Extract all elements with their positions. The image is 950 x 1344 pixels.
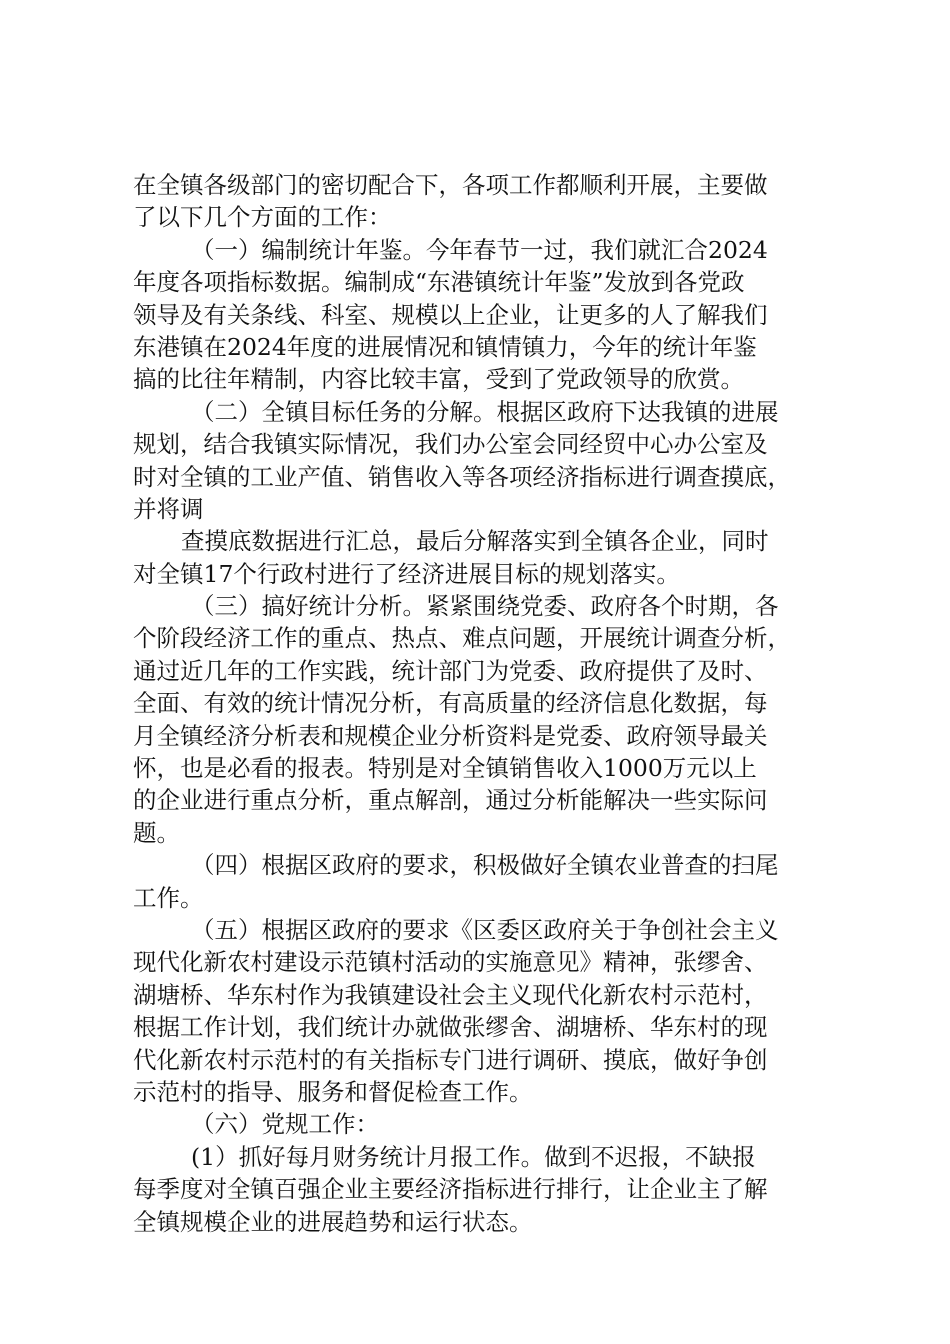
- section-heading-5: （五）根据区政府的要求《区委区政府关于争创社会主义: [191, 915, 779, 944]
- text-line: 月全镇经济分析表和规模企业分析资料是党委、政府领导最关: [133, 721, 768, 750]
- text-line: 个阶段经济工作的重点、热点、难点问题，开展统计调查分析，: [133, 624, 791, 653]
- text-line: 领导及有关条线、科室、规模以上企业，让更多的人了解我们: [133, 300, 768, 329]
- text-line: 每季度对全镇百强企业主要经济指标进行排行，让企业主了解: [133, 1175, 768, 1204]
- text-line: 了以下几个方面的工作：: [133, 203, 392, 232]
- text-line: 对全镇17个行政村进行了经济进展目标的规划落实。: [133, 559, 680, 588]
- text-line: 的企业进行重点分析，重点解剖，通过分析能解决一些实际问: [133, 786, 768, 815]
- text-line: 工作。: [133, 883, 204, 912]
- text-line: 通过近几年的工作实践，统计部门为党委、政府提供了及时、: [133, 656, 768, 685]
- text-line: 搞的比往年精制，内容比较丰富，受到了党政领导的欣赏。: [133, 365, 744, 394]
- text-line: 在全镇各级部门的密切配合下，各项工作都顺利开展，主要做: [133, 171, 768, 199]
- section-heading-1: （一）编制统计年鉴。今年春节一过，我们就汇合2024: [191, 235, 768, 264]
- text-line: 东港镇在2024年度的进展情况和镇情镇力，今年的统计年鉴: [133, 332, 757, 361]
- text-line: 年度各项指标数据。编制成“东港镇统计年鉴”发放到各党政: [133, 268, 745, 297]
- text-line: 代化新农村示范村的有关指标专门进行调研、摸底，做好争创: [133, 1045, 768, 1074]
- section-heading-2: （二）全镇目标任务的分解。根据区政府下达我镇的进展: [191, 397, 779, 426]
- text-line: 查摸底数据进行汇总，最后分解落实到全镇各企业，同时: [181, 527, 769, 556]
- text-line: 题。: [133, 818, 180, 847]
- text-line: 现代化新农村建设示范镇村活动的实施意见》精神，张缪舍、: [133, 948, 768, 977]
- list-item-1: (1）抓好每月财务统计月报工作。做到不迟报，不缺报: [191, 1142, 756, 1171]
- text-line: 示范村的指导、服务和督促检查工作。: [133, 1077, 533, 1106]
- section-heading-6: （六）党规工作：: [191, 1110, 379, 1139]
- text-line: 湖塘桥、华东村作为我镇建设社会主义现代化新农村示范村，: [133, 980, 768, 1009]
- section-heading-4: （四）根据区政府的要求，积极做好全镇农业普查的扫尾: [191, 851, 779, 880]
- text-line: 根据工作计划，我们统计办就做张缪舍、湖塘桥、华东村的现: [133, 1013, 768, 1042]
- text-line: 全面、有效的统计情况分析，有高质量的经济信息化数据，每: [133, 689, 768, 718]
- text-line: 全镇规模企业的进展趋势和运行状态。: [133, 1207, 533, 1236]
- text-line: 并将调: [133, 494, 204, 523]
- text-line: 规划，结合我镇实际情况，我们办公室会同经贸中心办公室及: [133, 430, 768, 459]
- text-line: 怀，也是必看的报表。特别是对全镇销售收入1000万元以上: [133, 754, 757, 783]
- body-text: [133, 169, 833, 1238]
- section-heading-3: （三）搞好统计分析。紧紧围绕党委、政府各个时期，各: [191, 592, 779, 621]
- text-line: 时对全镇的工业产值、销售收入等各项经济指标进行调查摸底，: [133, 462, 791, 491]
